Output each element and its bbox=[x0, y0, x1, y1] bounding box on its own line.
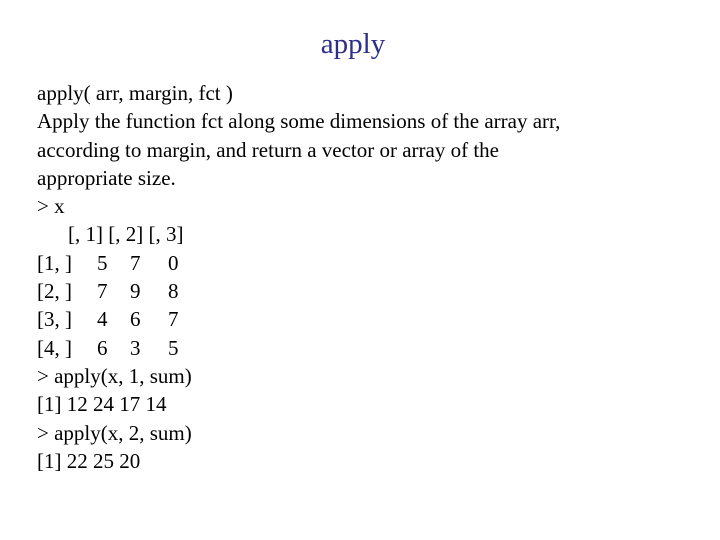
matrix-column-headers: [, 1] [, 2] [, 3] bbox=[68, 222, 184, 247]
matrix-cell: 6 bbox=[130, 307, 141, 332]
apply-rows-result: [1] 12 24 17 14 bbox=[37, 392, 167, 417]
matrix-row bbox=[37, 249, 697, 277]
matrix-cell: 7 bbox=[130, 250, 141, 275]
slide-body bbox=[37, 79, 697, 475]
matrix-cell: 6 bbox=[97, 335, 108, 360]
matrix-row-label: [1, ] bbox=[37, 250, 72, 275]
prompt-x-line: > x bbox=[37, 194, 65, 219]
matrix-cell: 5 bbox=[97, 250, 108, 275]
matrix-row bbox=[37, 305, 697, 333]
description-line-1: Apply the function fct along some dimensions of the array arr, bbox=[37, 109, 561, 134]
matrix-cell: 8 bbox=[168, 279, 179, 304]
apply-cols-result: [1] 22 25 20 bbox=[37, 448, 141, 473]
matrix-cell: 3 bbox=[130, 335, 141, 360]
description-line-2: according to margin, and return a vector or array of the bbox=[37, 137, 499, 162]
matrix-row-label: [3, ] bbox=[37, 307, 72, 332]
matrix-cell: 7 bbox=[168, 307, 179, 332]
matrix-row bbox=[37, 277, 697, 305]
matrix-header-row bbox=[37, 220, 697, 248]
slide-title: apply bbox=[320, 28, 386, 60]
syntax-line: apply( arr, margin, fct ) bbox=[37, 81, 233, 105]
matrix-cell: 5 bbox=[168, 335, 179, 360]
matrix-row-label: [2, ] bbox=[37, 279, 72, 304]
matrix-cell: 7 bbox=[97, 279, 108, 304]
description-line-3: appropriate size. bbox=[37, 165, 176, 190]
matrix-cell: 9 bbox=[130, 279, 141, 304]
matrix-cell: 4 bbox=[97, 307, 108, 332]
apply-cols-command: > apply(x, 2, sum) bbox=[37, 420, 192, 445]
matrix-row-label: [4, ] bbox=[37, 335, 72, 360]
matrix-row bbox=[37, 334, 697, 362]
matrix-cell: 0 bbox=[168, 250, 179, 275]
apply-rows-command: > apply(x, 1, sum) bbox=[37, 363, 192, 388]
